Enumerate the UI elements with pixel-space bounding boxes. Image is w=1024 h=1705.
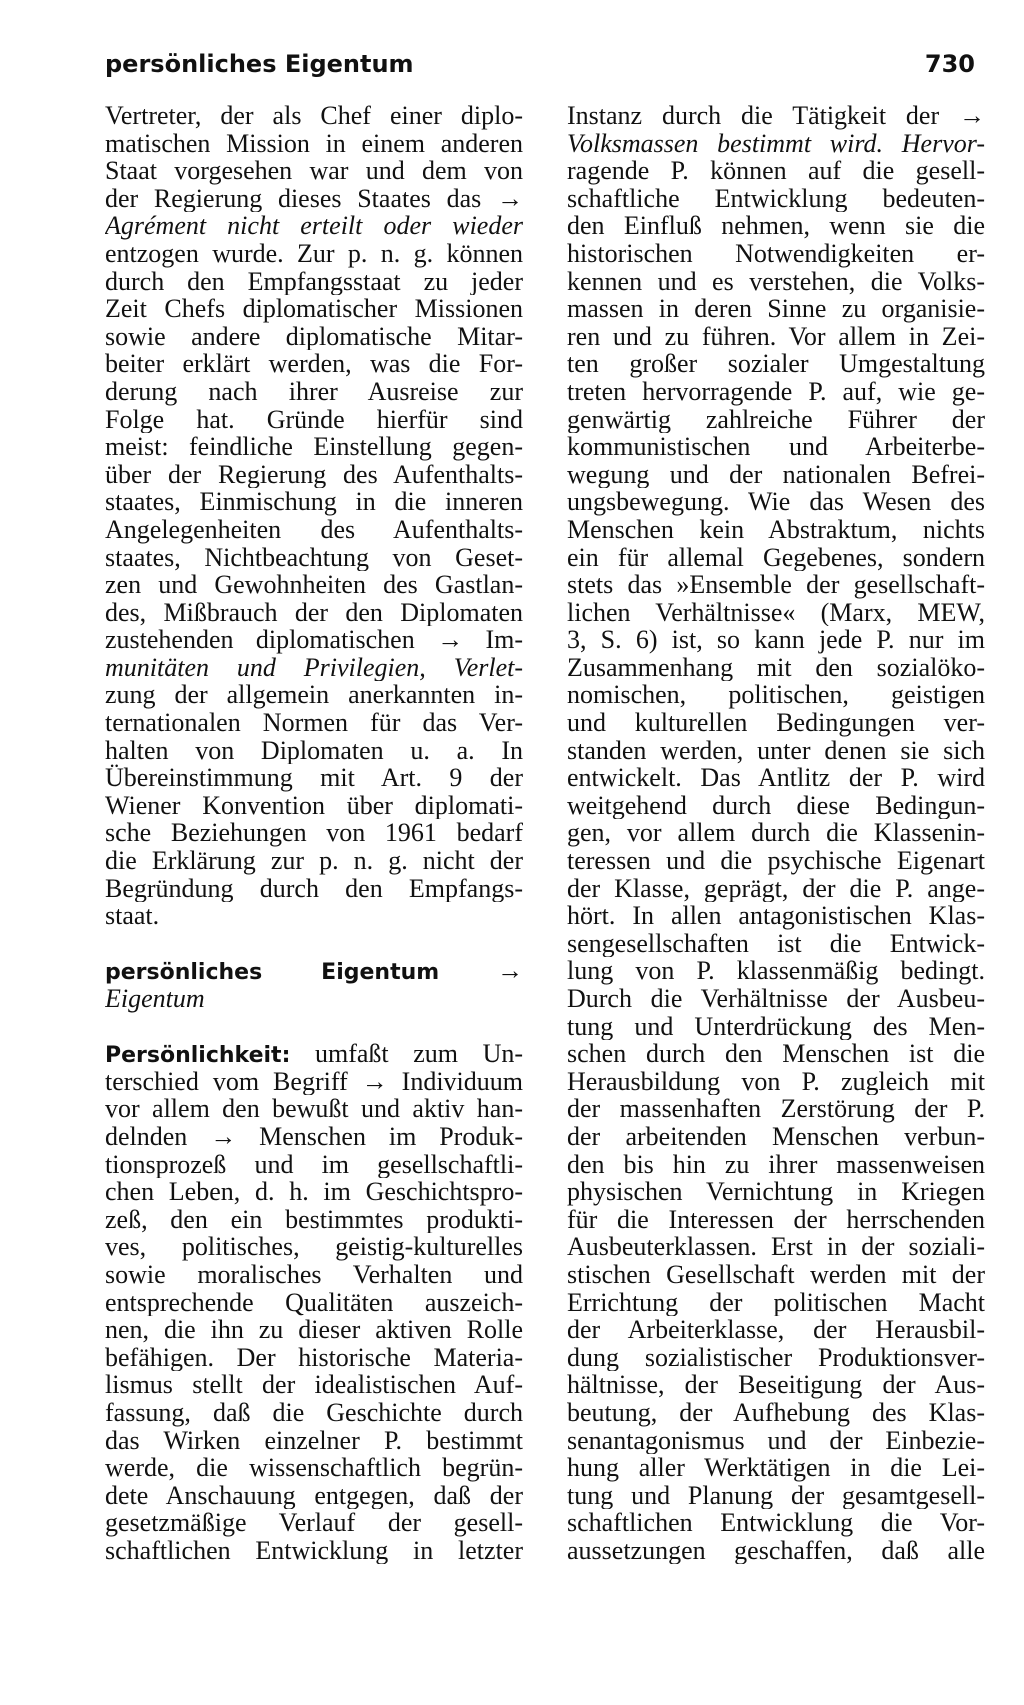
page-number: 730 — [924, 50, 975, 78]
text-line: sowie moralisches Verhalten und — [105, 1260, 523, 1289]
entry-spacer — [105, 930, 523, 958]
text-line: 3, S. 6) ist, so kann jede P. nur im — [567, 626, 985, 654]
text-line: dung sozialistischer Produktionsver- — [567, 1343, 985, 1372]
text-line: entsprechende Qualitäten auszeich- — [105, 1288, 523, 1317]
text-line: Vertreter, der als Chef einer diplo- — [105, 102, 523, 130]
text-line: teressen und die psychische Eigenart — [567, 847, 985, 875]
entry-text: umfaßt zum Un- — [314, 1040, 523, 1068]
text-line: meist: feindliche Einstellung gegen- — [105, 433, 523, 461]
text-line: und kulturellen Bedingungen ver- — [567, 709, 985, 737]
text-line: Zusammenhang mit den sozialöko- — [567, 653, 985, 682]
text-line: hältnisse, der Beseitigung der Aus- — [567, 1371, 985, 1399]
text-line: befähigen. Der historische Materia- — [105, 1343, 523, 1372]
text-line: massen in deren Sinne zu organisie- — [567, 295, 985, 323]
text-line: kommunistischen und Arbeiterbe- — [567, 433, 985, 461]
text-line: Begründung durch den Empfangs- — [105, 874, 523, 903]
text-line: beutung, der Aufhebung des Klas- — [567, 1398, 985, 1427]
text-line: treten hervorragende P. auf, wie ge- — [567, 377, 985, 406]
text-line: ein für allemal Gegebenes, sondern — [567, 543, 985, 572]
text-line — [105, 654, 523, 682]
text-line: die Erklärung zur p. n. g. nicht der — [105, 847, 523, 875]
text-line: ves, politisches, geistig-kulturelles — [105, 1233, 523, 1261]
text-line: kennen und es verstehen, die Volks- — [567, 267, 985, 296]
text-line: halten von Diplomaten u. a. In — [105, 736, 523, 765]
text-line: für die Interessen der herrschenden — [567, 1205, 985, 1234]
text-line: der Regierung dieses Staates das → — [105, 184, 523, 213]
text-line: Instanz durch die Tätigkeit der → — [567, 102, 985, 130]
text-line: schen durch den Menschen ist die — [567, 1040, 985, 1068]
right-column — [567, 102, 985, 1564]
cross-reference-agrement: Agrément nicht erteilt oder wieder — [105, 212, 523, 240]
text-line: über der Regierung des Aufenthalts- — [105, 460, 523, 489]
text-line: Zeit Chefs diplomatischer Missionen — [105, 295, 523, 323]
text-line: das Wirken einzelner P. bestimmt — [105, 1426, 523, 1455]
text-line: hung aller Werktätigen in die Lei- — [567, 1454, 985, 1482]
text-line: delnden → Menschen im Produk- — [105, 1122, 523, 1151]
text-line: senantagonismus und der Einbezie- — [567, 1426, 985, 1455]
text-line: sengesellschaften ist die Entwick- — [567, 929, 985, 958]
text-line: lismus stellt der idealistischen Auf- — [105, 1371, 523, 1399]
text-line: standen werden, unter denen sie sich — [567, 736, 985, 765]
running-header — [105, 44, 975, 84]
text-line: der Klasse, geprägt, der die P. ange- — [567, 874, 985, 903]
text-line: stets das »Ensemble der gesellschaft- — [567, 571, 985, 599]
entry-spacer — [105, 1013, 523, 1041]
arrow-icon: → — [497, 957, 523, 985]
text-line: sche Beziehungen von 1961 bedarf — [105, 819, 523, 848]
text-line: der massenhaften Zerstörung der P. — [567, 1095, 985, 1123]
text-line: Angelegenheiten des Aufenthalts- — [105, 515, 523, 544]
text-line: tung und Planung der gesamtgesell- — [567, 1481, 985, 1510]
entry-headword-line — [105, 1040, 523, 1068]
text-line: den bis hin zu ihrer massenweisen — [567, 1150, 985, 1179]
text-line: tung und Unterdrückung des Men- — [567, 1012, 985, 1041]
text-line: terschied vom Begriff → Individuum — [105, 1067, 523, 1096]
text-line: hört. In allen antagonistischen Klas- — [567, 902, 985, 930]
text-line: staates, Einmischung in die inneren — [105, 488, 523, 516]
text-line: Menschen kein Abstraktum, nichts — [567, 515, 985, 544]
text-line: ten großer sozialer Umgestaltung — [567, 350, 985, 378]
text-line: gesetzmäßige Verlauf der gesell- — [105, 1509, 523, 1537]
cross-reference-eigentum: Eigentum — [105, 985, 205, 1013]
text-line: aussetzungen geschaffen, daß alle — [567, 1536, 985, 1565]
text-line: nen, die ihn zu dieser aktiven Rolle — [105, 1316, 523, 1344]
text-line: stischen Gesellschaft werden mit der — [567, 1260, 985, 1289]
text-line: Herausbildung von P. zugleich mit — [567, 1067, 985, 1096]
text-line: beiter erklärt werden, was die For- — [105, 350, 523, 378]
entry-headword-line — [105, 957, 523, 985]
text-line: lung von P. klassenmäßig bedingt. — [567, 957, 985, 985]
text-line: zung der allgemein anerkannten in- — [105, 681, 523, 710]
text-line: staates, Nichtbeachtung von Geset- — [105, 543, 523, 572]
text-line: gen, vor allem durch die Klassenin- — [567, 819, 985, 848]
text-line — [567, 130, 985, 158]
text-line: wegung und der nationalen Befrei- — [567, 460, 985, 489]
text-line: nomischen, politischen, geistigen — [567, 681, 985, 710]
text-line: Errichtung der politischen Macht — [567, 1288, 985, 1317]
text-line: schaftlichen Entwicklung die Vor- — [567, 1509, 985, 1537]
text-line: schaftlichen Entwicklung in letzter — [105, 1536, 523, 1565]
text-line: ungsbewegung. Wie das Wesen des — [567, 488, 985, 516]
text-line: Folge hat. Gründe hierfür sind — [105, 405, 523, 434]
text-line: der arbeitenden Menschen verbun- — [567, 1122, 985, 1151]
text-line: durch den Empfangsstaat zu jeder — [105, 267, 523, 296]
text-line: Ausbeuterklassen. Erst in der soziali- — [567, 1233, 985, 1261]
text-line: weitgehend durch diese Bedingun- — [567, 791, 985, 820]
text-line: Wiener Konvention über diplomati- — [105, 791, 523, 820]
text-line: werde, die wissenschaftlich begrün- — [105, 1454, 523, 1482]
text-line: ren und zu führen. Vor allem in Zei- — [567, 322, 985, 351]
text-line: ragende P. können auf die gesell- — [567, 157, 985, 185]
entry-headword: persönliches Eigentum — [105, 960, 440, 985]
left-column — [105, 102, 523, 1564]
text-line: lichen Verhältnisse« (Marx, MEW, — [567, 598, 985, 627]
text-line: entwickelt. Das Antlitz der P. wird — [567, 764, 985, 792]
text-line: historischen Notwendigkeiten er- — [567, 239, 985, 268]
running-header-title: persönliches Eigentum — [105, 50, 414, 78]
text-line: tionsprozeß und im gesellschaftli- — [105, 1150, 523, 1179]
text-line: matischen Mission in einem anderen — [105, 129, 523, 158]
text-line: schaftliche Entwicklung bedeuten- — [567, 184, 985, 213]
text-line: derung nach ihrer Ausreise zur — [105, 377, 523, 406]
text-line: zustehenden diplomatischen → Im- — [105, 626, 523, 654]
text-line: ternationalen Normen für das Ver- — [105, 709, 523, 737]
text-line: staat. — [105, 902, 160, 930]
text-line: physischen Vernichtung in Kriegen — [567, 1178, 985, 1206]
text-line — [105, 212, 523, 240]
text-line: zen und Gewohnheiten des Gastlan- — [105, 571, 523, 599]
text-line: Durch die Verhältnisse der Ausbeu- — [567, 985, 985, 1013]
text-line: entzogen wurde. Zur p. n. g. können — [105, 239, 523, 268]
text-line: des, Mißbrauch der den Diplomaten — [105, 598, 523, 627]
text-line: dete Anschauung entgegen, daß der — [105, 1481, 523, 1510]
text-line: vor allem den bewußt und aktiv han- — [105, 1095, 523, 1123]
text-line — [105, 985, 523, 1013]
cross-reference-volksmassen: Volksmassen bestimmt wird. Hervor- — [567, 129, 985, 158]
text-line: Staat vorgesehen war und dem von — [105, 157, 523, 185]
cross-reference-immunitaeten: munitäten und Privilegien, Verlet- — [105, 653, 523, 682]
text-line: sowie andere diplomatische Mitar- — [105, 322, 523, 351]
text-line: der Arbeiterklasse, der Herausbil- — [567, 1316, 985, 1344]
text-line: den Einfluß nehmen, wenn sie die — [567, 212, 985, 240]
text-line: zeß, den ein bestimmtes produkti- — [105, 1205, 523, 1234]
text-line: Übereinstimmung mit Art. 9 der — [105, 764, 523, 792]
entry-headword: Persönlichkeit: — [105, 1043, 291, 1068]
text-line: genwärtig zahlreiche Führer der — [567, 405, 985, 434]
text-line: chen Leben, d. h. im Geschichtspro- — [105, 1178, 523, 1206]
text-line: fassung, daß die Geschichte durch — [105, 1398, 523, 1427]
